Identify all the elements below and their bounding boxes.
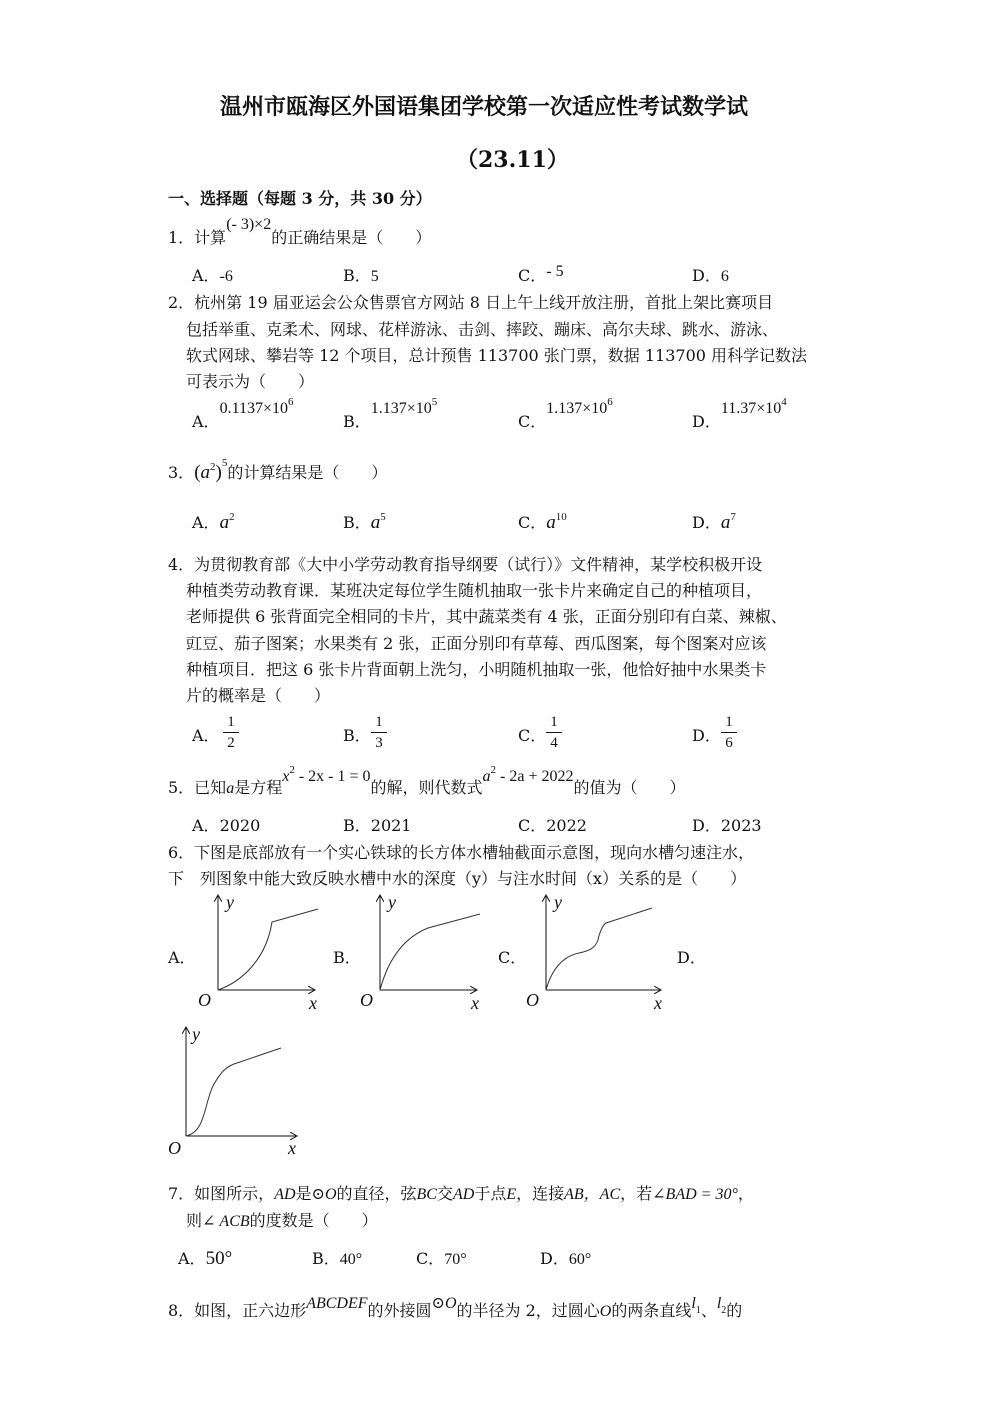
page-subtitle: （23.11） xyxy=(456,147,569,173)
q6-graph-a xyxy=(196,890,336,1015)
curve xyxy=(546,908,652,990)
q3-option-c: C．$a^{10}$ xyxy=(518,511,567,533)
axis-y-label: y xyxy=(192,1024,200,1044)
q4-option-b-label: B． xyxy=(343,726,371,745)
curve xyxy=(218,909,318,990)
page-title: 温州市瓯海区外国语集团学校第一次适应性考试数学试 xyxy=(220,94,749,120)
axis-x-label: x xyxy=(288,1138,296,1158)
origin-label: O xyxy=(168,1138,181,1158)
q4-option-d-label: D． xyxy=(692,726,721,745)
origin-label: O xyxy=(198,990,211,1010)
q5-equation: $x^2 - 2x - 1 = 0$ xyxy=(282,764,371,785)
q2-line-1: 2．杭州第 19 届亚运会公众售票官方网站 8 日上午上线开放注册，首批上架比赛项目 xyxy=(168,293,774,312)
q6-option-b-label: B． xyxy=(333,948,361,967)
question-5: 5．已知a是方程$x^2 - 2x - 1 = 0$的解，则代数式$a^2 - 2a + 2022$的值为（ ） xyxy=(168,764,686,797)
q1-tail: 的正确结果是（ ） xyxy=(271,228,432,247)
q4-option-d-fraction: 1 6 xyxy=(721,713,737,752)
q2-line-2: 包括举重、克柔术、网球、花样游泳、击剑、摔跤、蹦床、高尔夫球、跳水、游泳、 xyxy=(186,320,779,339)
q4-option-a-fraction: 1 2 xyxy=(223,713,239,752)
q4-line-4: 豇豆、茄子图案；水果类有 2 张，正面分别印有草莓、西瓜图案，每个图案对应该 xyxy=(186,634,767,653)
q7-option-b: B．40° xyxy=(312,1249,363,1268)
question-8: 8．如图，正六边形ABCDEF的外接圆⊙O的半径为 2，过圆心O的两条直线$l_1$、$l_2$的 xyxy=(168,1295,743,1320)
q1-number: 1．计算 xyxy=(168,228,227,247)
q2-option-c: C．$1.137\times 10^6$ xyxy=(518,396,613,431)
curve xyxy=(186,1048,281,1136)
q1-option-b: B．5 xyxy=(343,266,379,285)
q6-option-c-label: C． xyxy=(498,948,527,967)
q1-option-a: A．-6 xyxy=(192,266,233,285)
q1-expression: (- 3)×2 xyxy=(226,216,272,233)
q5-expression: $a^2 - 2a + 2022$ xyxy=(482,764,574,785)
q4-line-1: 4．为贯彻教育部《大中小学劳动教育指导纲要（试行）》文件精神，某学校积极开设 xyxy=(168,555,763,574)
axis-y-label: y xyxy=(226,892,234,912)
q6-option-d-label: D． xyxy=(677,948,706,967)
q5-option-c: C．2022 xyxy=(518,816,587,835)
q4-line-6: 片的概率是（ ） xyxy=(186,686,331,705)
q1-option-c: C．- 5 xyxy=(518,263,564,285)
q5-option-b: B．2021 xyxy=(343,816,412,835)
q4-option-c-label: C． xyxy=(518,726,547,745)
q3-option-a: A．$a^2$ xyxy=(192,511,235,533)
q7-option-d: D．60° xyxy=(540,1249,592,1268)
q2-option-b: B．$1.137\times 10^5$ xyxy=(343,396,438,431)
question-7-line-1: 7．如图所示，AD是⊙O的直径，弦BC交AD于点E，连接AB，AC，若∠BAD = 30°， xyxy=(168,1184,754,1203)
axis-x-label: x xyxy=(309,993,317,1013)
question-7-line-2: 则∠ ACB的度数是（ ） xyxy=(186,1211,378,1230)
axis-y-label: y xyxy=(554,892,562,912)
q7-option-c: C．70° xyxy=(416,1249,467,1268)
q1-option-d: D．6 xyxy=(692,266,729,285)
curve xyxy=(380,914,480,990)
q6-graph-c xyxy=(524,890,674,1015)
axis-x-label: x xyxy=(471,993,479,1013)
q3-option-b: B．$a^5$ xyxy=(343,511,386,533)
question-1 xyxy=(168,216,432,249)
q6-option-a-label: A． xyxy=(168,948,196,967)
q4-option-a-label: A． xyxy=(192,726,220,745)
q3-option-d: D．$a^7$ xyxy=(692,511,736,533)
q5-option-d: D．2023 xyxy=(692,816,762,835)
origin-label: O xyxy=(360,990,373,1010)
q4-line-3: 老师提供 6 张背面完全相同的卡片，其中蔬菜类有 4 张，正面分别印有白菜、辣椒、 xyxy=(186,607,787,626)
q6-graph-b xyxy=(358,890,498,1015)
q4-option-b-fraction: 1 3 xyxy=(371,713,387,752)
q6-line-1: 6．下图是底部放有一个实心铁球的长方体水槽轴截面示意图，现向水槽匀速注水， xyxy=(168,843,755,862)
question-3: 3．$(a^2)^5$的计算结果是（ ） xyxy=(168,457,388,483)
q3-expression: $(a^2)^5$ xyxy=(194,457,228,483)
q6-line-2: 下 列图象中能大致反映水槽中水的深度（y）与注水时间（x）关系的是（ ） xyxy=(168,869,747,888)
axis-y-label: y xyxy=(388,892,396,912)
axis-x-label: x xyxy=(654,993,662,1013)
q4-line-2: 种植类劳动教育课．某班决定每位学生随机抽取一张卡片来确定自己的种植项目， xyxy=(186,581,763,600)
q2-option-a: A．$0.1137\times 10^6$ xyxy=(192,396,294,431)
q4-option-c-fraction: 1 4 xyxy=(546,713,562,752)
section-heading: 一、选择题（每题 3 分，共 30 分） xyxy=(168,189,432,208)
q2-line-4: 可表示为（ ） xyxy=(186,372,315,391)
q5-option-a: A．2020 xyxy=(192,816,261,835)
origin-label: O xyxy=(526,990,539,1010)
q2-line-3: 软式网球、攀岩等 12 个项目，总计预售 113700 张门票，数据 113700 用科学记数法 xyxy=(186,346,808,365)
q2-option-d: D．$11.37\times 10^4$ xyxy=(692,396,787,431)
q6-graph-d xyxy=(166,1022,306,1158)
q4-line-5: 种植项目．把这 6 张卡片背面朝上洗匀，小明随机抽取一张，他恰好抽中水果类卡 xyxy=(186,660,767,679)
q7-option-a: A．50° xyxy=(178,1248,233,1269)
